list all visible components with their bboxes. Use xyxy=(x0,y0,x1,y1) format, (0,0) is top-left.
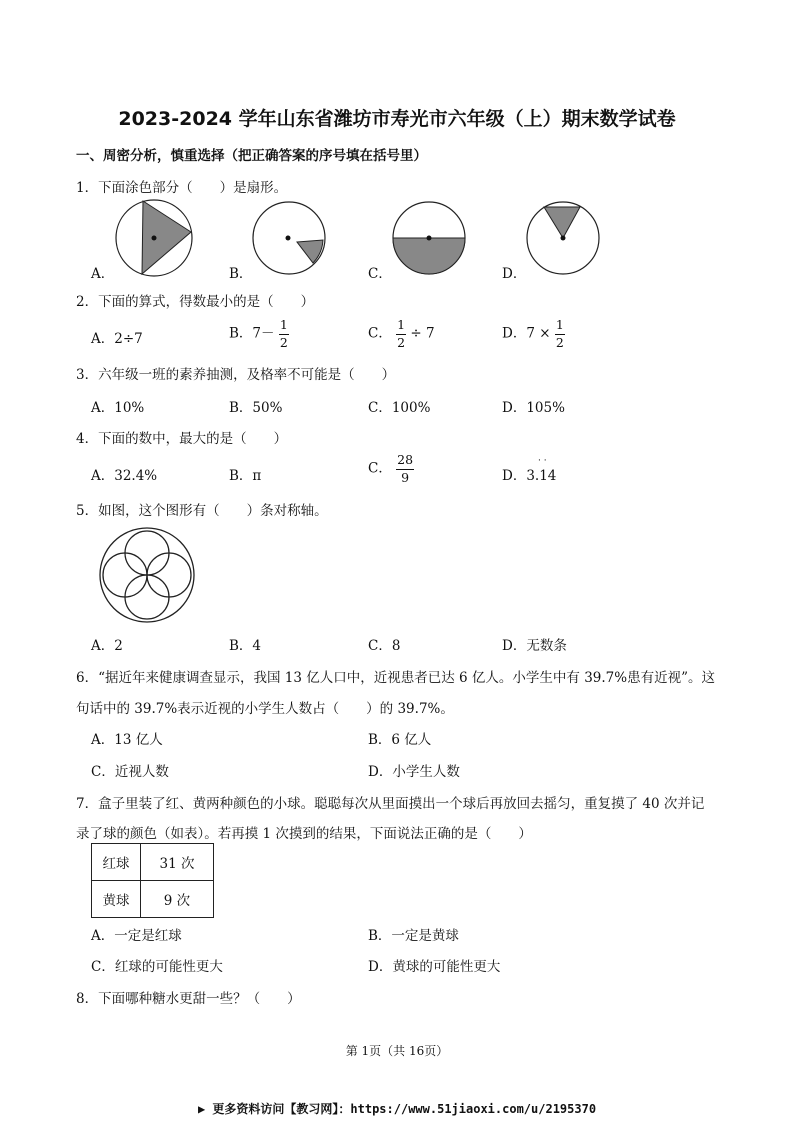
q2-option-b xyxy=(229,319,289,349)
q4-option-b: B．π xyxy=(229,468,262,484)
q4-option-c xyxy=(368,454,414,484)
q3-option-a: A．10% xyxy=(91,400,145,416)
q2-option-c-label: C． xyxy=(368,325,392,342)
q3-option-c: C．100% xyxy=(368,400,431,416)
q4-option-c-label: C． xyxy=(368,460,392,477)
q1-option-b: B． xyxy=(229,266,253,282)
q7-option-b: B．一定是黄球 xyxy=(368,928,459,944)
q1-option-c: C． xyxy=(368,266,392,282)
question-2: 2．下面的算式，得数最小的是（ ） xyxy=(76,294,315,310)
q6-option-b: B．6 亿人 xyxy=(368,732,432,748)
question-7-line-1: 7．盒子里装了红、黄两种颜色的小球。聪聪每次从里面摸出一个球后再放回去摇匀，重复摸了 40 次并记 xyxy=(76,796,705,812)
circle-figure-b xyxy=(253,202,325,274)
question-3: 3．六年级一班的素养抽测，及格率不可能是（ ） xyxy=(76,367,396,383)
q2-option-c xyxy=(368,319,435,349)
table-row xyxy=(92,881,214,918)
question-6-line-2: 句话中的 39.7%表示近视的小学生人数占（ ）的 39.7%。 xyxy=(76,701,454,717)
q2-option-a: A．2÷7 xyxy=(91,331,143,347)
page-title: 2023-2024 学年山东省潍坊市寿光市六年级（上）期末数学试卷 xyxy=(118,108,676,130)
q1-option-a: A． xyxy=(91,266,115,282)
q2-option-d-label: D．7 × xyxy=(502,325,551,342)
table-cell: 红球 xyxy=(92,844,141,881)
q2-option-c-tail: ÷ 7 xyxy=(410,325,435,342)
q2-option-d xyxy=(502,319,565,349)
question-4: 4．下面的数中，最大的是（ ） xyxy=(76,431,288,447)
q7-option-a: A．一定是红球 xyxy=(91,928,182,944)
tally-table xyxy=(91,843,214,918)
question-6-line-1: 6．“据近年来健康调查显示，我国 13 亿人口中，近视患者已达 6 亿人。小学生中有 39.7%患有近视”。这 xyxy=(76,670,716,686)
question-7-line-2: 录了球的颜色（如表）。若再摸 1 次摸到的结果，下面说法正确的是（ ） xyxy=(76,826,532,842)
circle-figure-d xyxy=(527,202,599,274)
table-row xyxy=(92,844,214,881)
q2-option-b-label: B．7－ xyxy=(229,325,275,342)
question-8: 8．下面哪种糖水更甜一些？（ ） xyxy=(76,991,301,1007)
q5-option-d: D．无数条 xyxy=(502,638,567,654)
section-heading: 一、周密分析，慎重选择（把正确答案的序号填在括号里） xyxy=(76,148,427,164)
table-cell: 9 次 xyxy=(141,881,214,918)
q4-option-d-label: D．3.14 xyxy=(502,468,557,484)
circle-petal-figure xyxy=(96,524,198,626)
q3-option-d: D．105% xyxy=(502,400,565,416)
page-footer: 第 1页（共 16页） xyxy=(345,1044,449,1058)
question-1: 1．下面涂色部分（ ）是扇形。 xyxy=(76,180,288,196)
q6-option-c: C．近视人数 xyxy=(91,764,169,780)
q4-option-a: A．32.4% xyxy=(91,468,158,484)
q7-option-d: D．黄球的可能性更大 xyxy=(368,959,501,975)
q1-option-d: D． xyxy=(502,266,527,282)
fraction: $\frac{28}{9}$ xyxy=(397,452,414,485)
question-5: 5．如图，这个图形有（ ）条对称轴。 xyxy=(76,503,328,519)
q5-option-a: A．2 xyxy=(91,638,123,654)
circle-figure-c xyxy=(393,202,465,274)
q6-option-a: A．13 亿人 xyxy=(91,732,163,748)
promo-banner-link[interactable]: ▶ 更多资料访问【教习网】：https://www.51jiaoxi.com/u/2195370 xyxy=(197,1102,597,1116)
q4-option-d xyxy=(502,456,557,484)
q6-option-d: D．小学生人数 xyxy=(368,764,460,780)
q1-figures xyxy=(112,197,612,279)
q5-option-c: C．8 xyxy=(368,638,401,654)
q7-option-c: C．红球的可能性更大 xyxy=(91,959,223,975)
table-cell: 黄球 xyxy=(92,881,141,918)
q5-option-b: B．4 xyxy=(229,638,262,654)
q3-option-b: B．50% xyxy=(229,400,283,416)
repeating-decimal-dots: · · xyxy=(538,456,547,466)
fraction: $\frac{1}{2}$ xyxy=(397,317,406,350)
fraction: $\frac{1}{2}$ xyxy=(279,317,288,350)
circle-figure-a xyxy=(116,200,192,276)
table-cell: 31 次 xyxy=(141,844,214,881)
fraction: $\frac{1}{2}$ xyxy=(555,317,564,350)
